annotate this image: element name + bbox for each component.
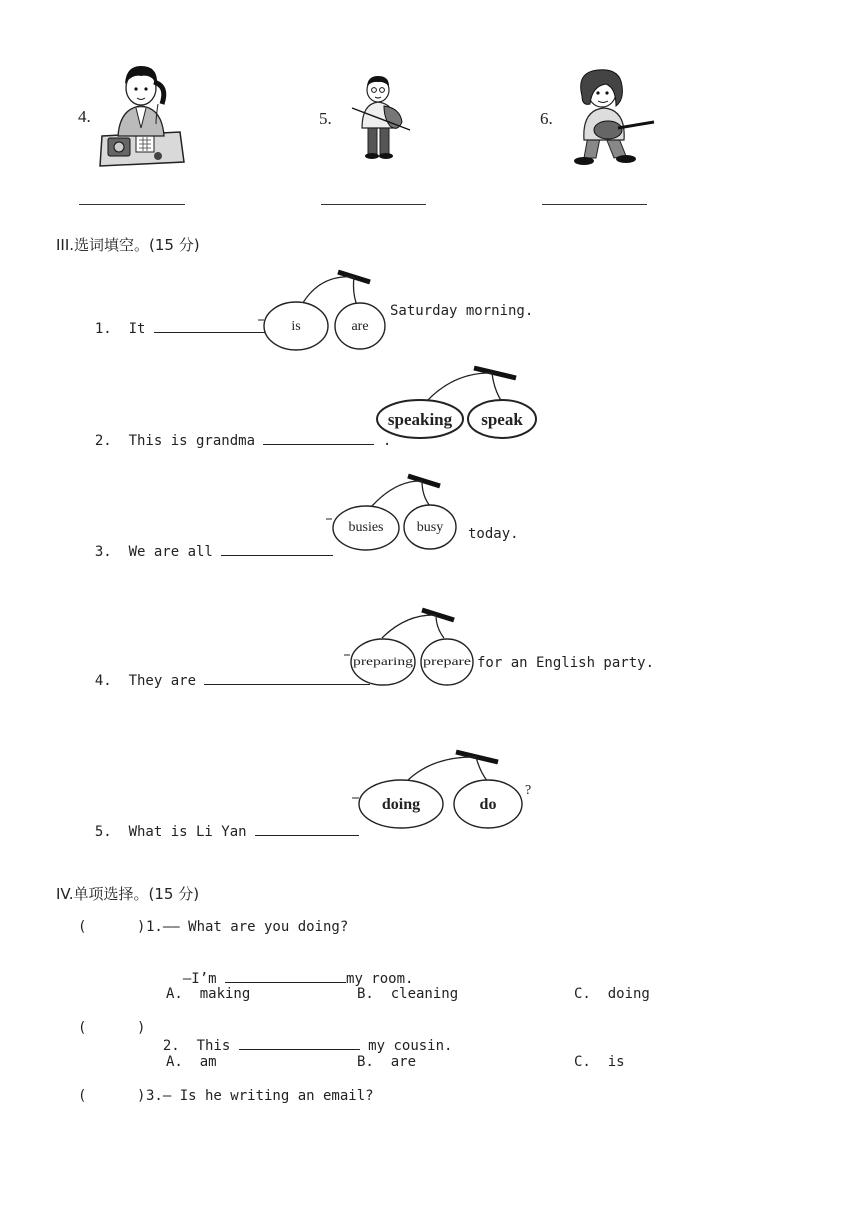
picture-number: 5. [319,109,332,128]
cherry-options-1 [258,268,388,352]
option-word: prepare [423,654,471,668]
answer-suffix: my room. [346,971,414,987]
fill-item-1 [78,303,275,337]
girl-playing-guitar-illustration [562,66,658,168]
item-prefix: 1. It [94,321,146,337]
item-suffix: for an English party. [477,655,655,671]
option-word: do [479,796,497,813]
item-suffix: ? [525,783,532,798]
cherry-options-2 [374,364,540,444]
option-word: is [291,319,301,334]
option-word: doing [381,796,421,813]
picture-number: 6. [540,109,553,128]
fill-item-3 [78,526,333,560]
answer-blank[interactable] [154,319,275,333]
answer-paren[interactable]: ( ) [78,919,146,935]
fill-item-5 [78,806,359,840]
question-stem: 3.— Is he writing an email? [146,1088,374,1104]
question-stem: 1.—— What are you doing? [146,919,349,935]
option-a[interactable]: A. am [166,1054,217,1070]
answer-blank[interactable] [221,542,333,556]
boy-on-telephone-illustration [96,58,186,173]
option-word: speaking [387,410,453,429]
option-word: speak [481,410,523,429]
option-c[interactable]: C. is [574,1054,625,1070]
boy-playing-violin-illustration [348,72,414,160]
item-suffix: . [382,433,392,449]
fill-item-2 [78,415,391,449]
fill-item-4 [78,655,370,689]
answer-line[interactable] [79,204,185,205]
item-prefix: 2. This is grandma [94,433,256,449]
answer-blank[interactable] [263,431,374,445]
answer-blank[interactable] [239,1036,360,1050]
option-word: are [351,319,369,334]
option-c[interactable]: C. doing [574,986,650,1002]
item-suffix: today. [468,526,519,542]
stem-prefix: 2. This [162,1038,231,1054]
section-3-heading: III.选词填空。(15 分) [56,236,200,254]
item-prefix: 4. They are [94,673,197,689]
item-suffix: Saturday morning. [390,303,534,319]
cherry-options-4 [344,606,478,690]
stem-suffix: my cousin. [368,1038,453,1054]
item-prefix: 5. What is Li Yan [94,824,247,840]
answer-prefix: —I’m [182,971,217,987]
option-word: busy [416,520,444,535]
answer-paren[interactable]: ( ) [78,1088,146,1104]
option-a[interactable]: A. making [166,986,251,1002]
item-prefix: 3. We are all [94,544,213,560]
option-b[interactable]: B. cleaning [357,986,459,1002]
answer-line[interactable] [542,204,647,205]
question-stem [146,1020,452,1054]
cherry-options-5 [352,748,534,834]
option-word: busies [348,520,384,535]
answer-paren[interactable]: ( ) [78,1020,146,1036]
option-word: preparing [353,654,413,668]
answer-blank[interactable] [255,822,359,836]
question-answer-line [166,953,413,987]
section-4-heading: IV.单项选择。(15 分) [56,885,200,903]
answer-blank[interactable] [225,969,346,983]
option-b[interactable]: B. are [357,1054,417,1070]
cherry-options-3 [326,472,466,554]
answer-line[interactable] [321,204,426,205]
picture-number: 4. [78,107,91,126]
